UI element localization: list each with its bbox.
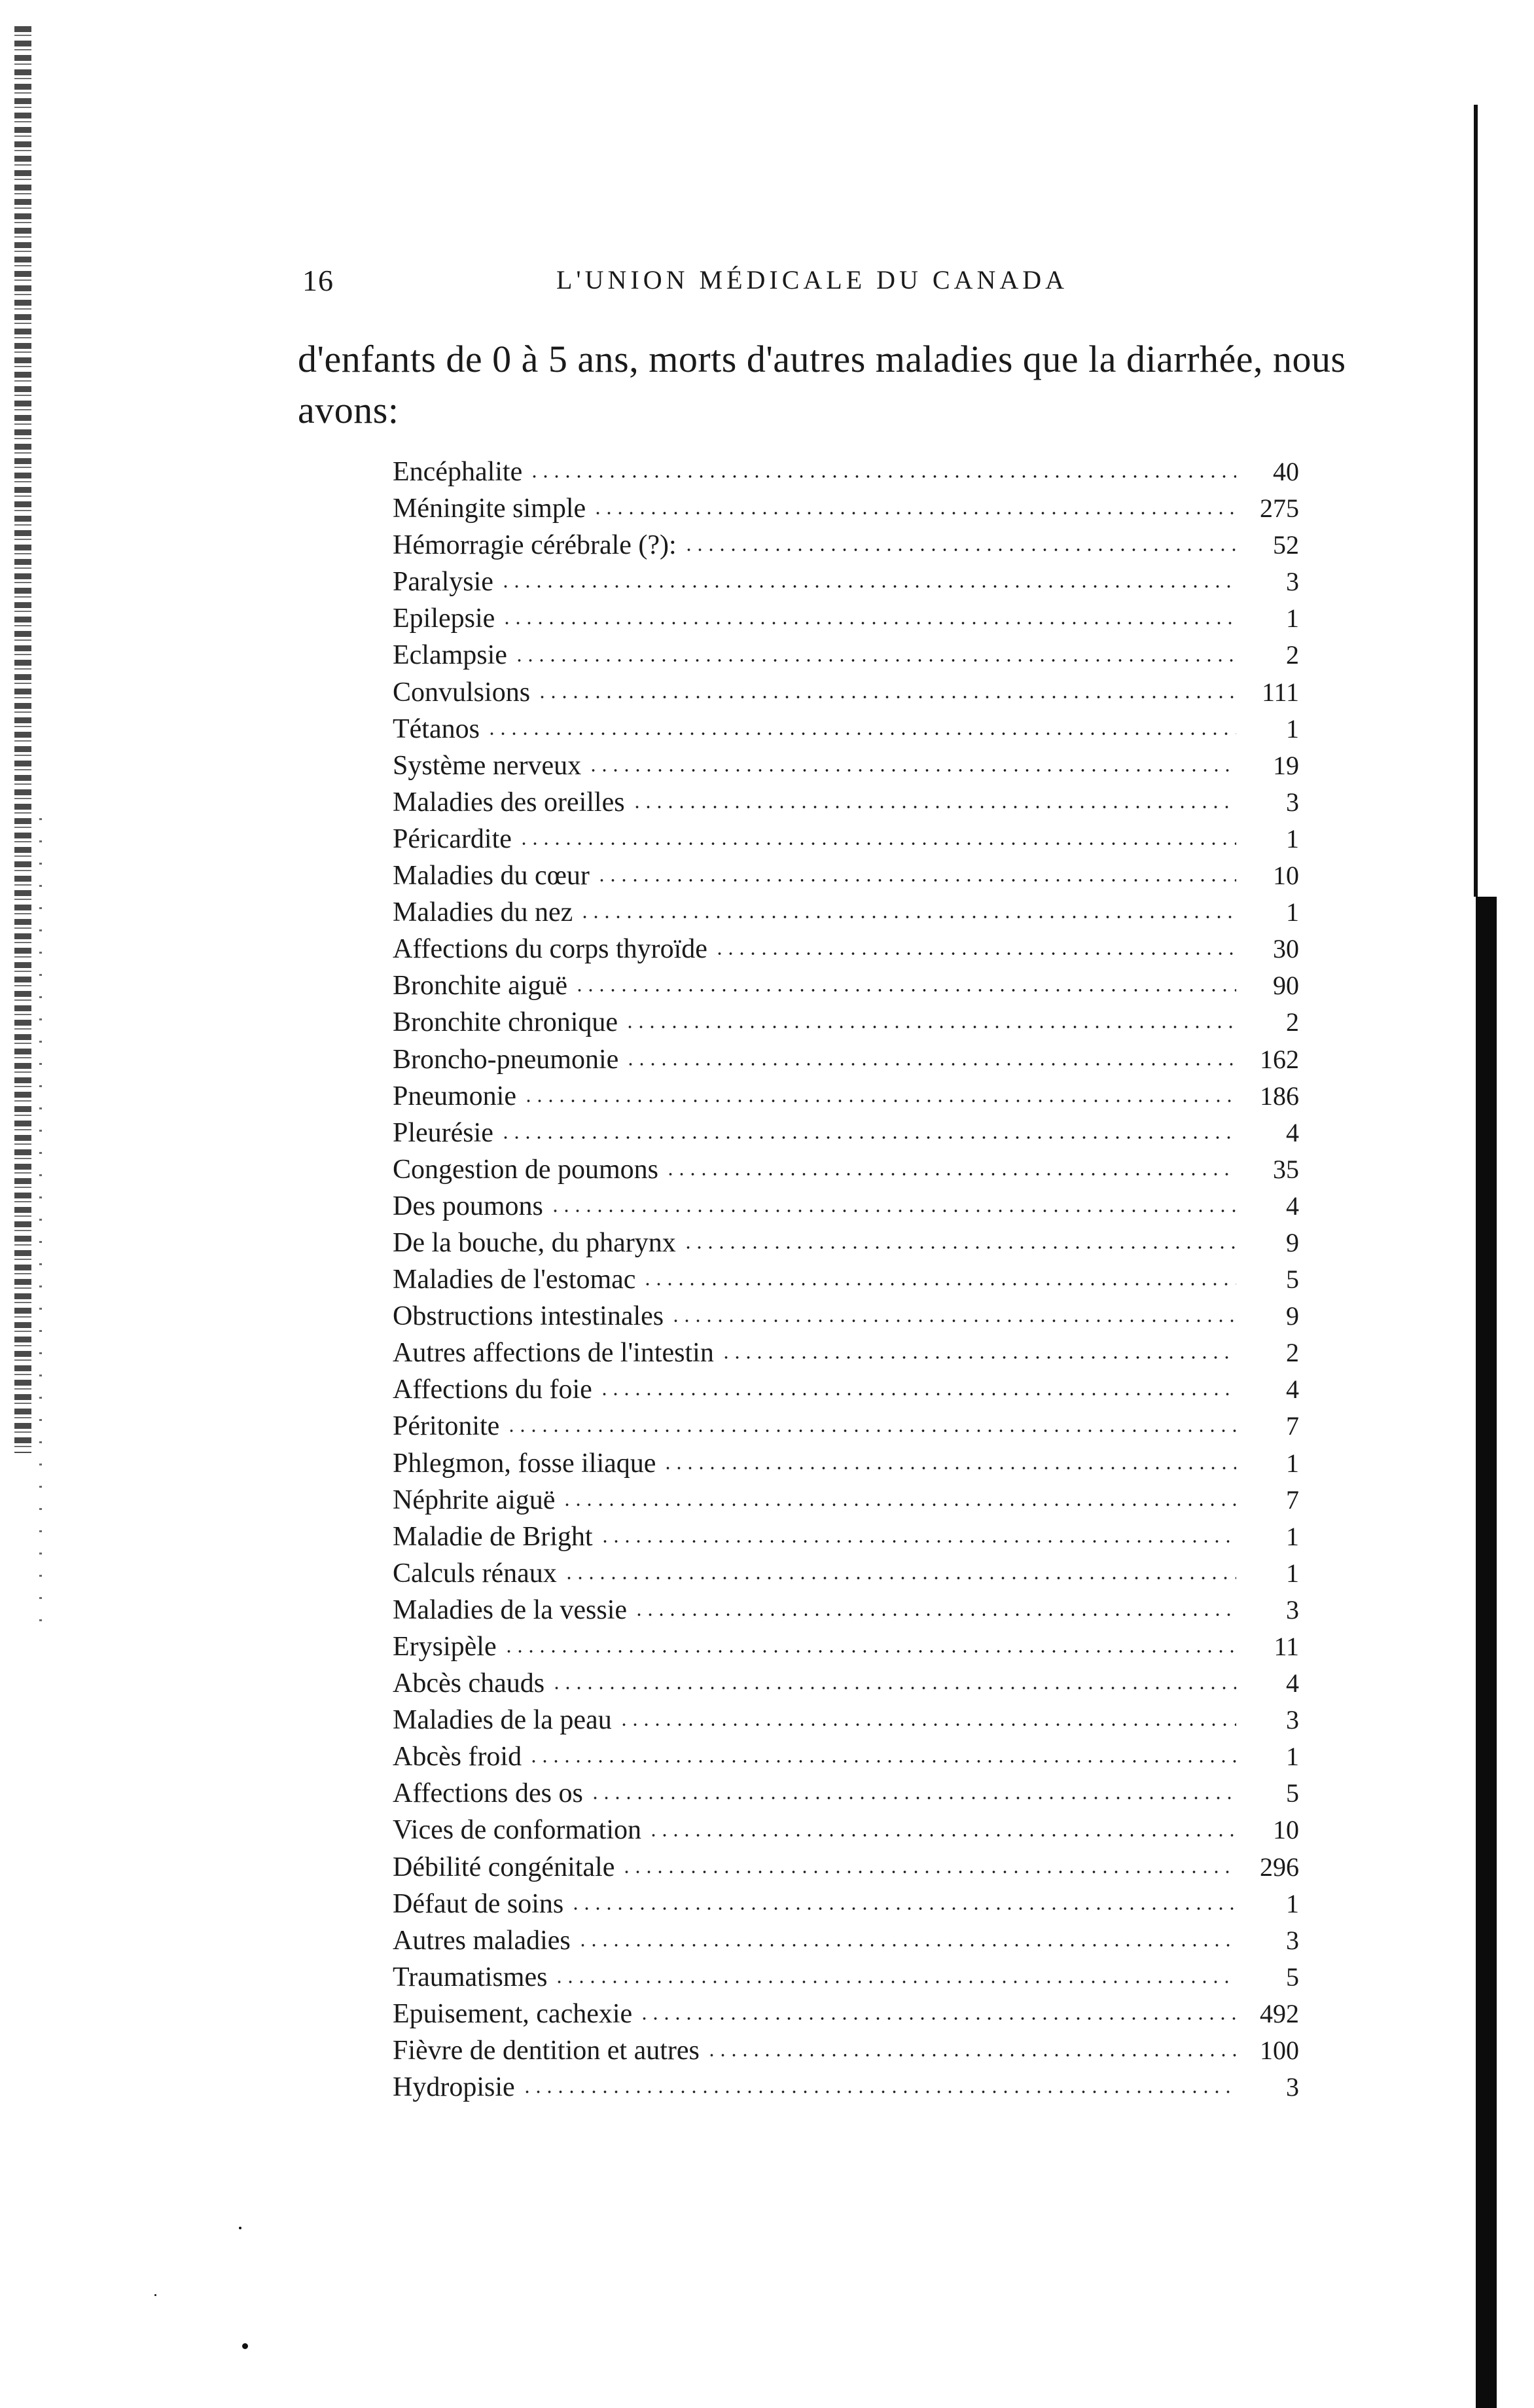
dot-leader — [503, 1649, 1236, 1653]
entry-count: 90 — [1273, 971, 1299, 1001]
scan-gutter-line — [1474, 105, 1478, 897]
dot-leader — [665, 1172, 1236, 1176]
entry-count: 2 — [1286, 640, 1299, 670]
entry-label: Affections des os — [393, 1778, 583, 1809]
list-item — [393, 2069, 1299, 2106]
entry-label: Fièvre de dentition et autres — [393, 2036, 700, 2066]
dot-leader — [522, 2090, 1236, 2094]
entry-label: Maladies de la peau — [393, 1705, 612, 1736]
entry-label: Maladies de l'estomac — [393, 1265, 636, 1295]
scan-edge-dots — [39, 818, 42, 1636]
dot-leader — [579, 915, 1236, 919]
list-item — [393, 784, 1299, 821]
list-item — [393, 1151, 1299, 1188]
entry-label: De la bouche, du pharynx — [393, 1227, 676, 1258]
dot-leader — [625, 1062, 1236, 1066]
entry-count: 1 — [1286, 1558, 1299, 1588]
list-item — [393, 821, 1299, 857]
entry-label: Convulsions — [393, 677, 531, 708]
list-item — [393, 1665, 1299, 1702]
dot-leader — [501, 621, 1236, 625]
list-item — [393, 1115, 1299, 1151]
list-item — [393, 527, 1299, 564]
dot-leader — [683, 1246, 1236, 1249]
dot-leader — [500, 584, 1236, 588]
entry-count: 1 — [1286, 603, 1299, 634]
list-item — [393, 1078, 1299, 1115]
list-item — [393, 1298, 1299, 1335]
entry-count: 3 — [1286, 787, 1299, 817]
dot-leader — [529, 475, 1236, 478]
list-item — [393, 490, 1299, 527]
scan-speck — [239, 2227, 241, 2229]
entry-label: Epuisement, cachexie — [393, 1998, 633, 2029]
mortality-list — [393, 454, 1299, 2106]
list-item — [393, 1886, 1299, 1922]
list-item — [393, 1922, 1299, 1959]
list-item — [393, 600, 1299, 637]
entry-count: 1 — [1286, 1521, 1299, 1551]
dot-leader — [639, 2017, 1236, 2021]
dot-leader — [721, 1356, 1236, 1359]
list-item — [393, 747, 1299, 784]
entry-label: Bronchite aiguë — [393, 971, 568, 1001]
dot-leader — [574, 988, 1236, 992]
dot-leader — [523, 1099, 1236, 1103]
dot-leader — [662, 1466, 1236, 1470]
list-item — [393, 1041, 1299, 1078]
entry-label: Autres affections de l'intestin — [393, 1338, 714, 1369]
entry-count: 5 — [1286, 1265, 1299, 1295]
entry-label: Péritonite — [393, 1411, 500, 1442]
entry-count: 162 — [1260, 1044, 1299, 1074]
entry-label: Péricardite — [393, 823, 512, 854]
entry-label: Affections du corps thyroïde — [393, 934, 707, 965]
entry-count: 1 — [1286, 897, 1299, 927]
entry-count: 9 — [1286, 1227, 1299, 1257]
entry-count: 19 — [1273, 750, 1299, 780]
dot-leader — [588, 768, 1236, 772]
entry-count: 275 — [1260, 494, 1299, 524]
entry-count: 3 — [1286, 567, 1299, 597]
entry-label: Maladie de Bright — [393, 1521, 593, 1552]
page-number: 16 — [302, 264, 334, 297]
dot-leader — [624, 1025, 1236, 1029]
entry-label: Maladies du cœur — [393, 861, 590, 891]
entry-label: Affections du foie — [393, 1375, 592, 1405]
dot-leader — [590, 1796, 1236, 1800]
entry-count: 5 — [1286, 1778, 1299, 1808]
list-item — [393, 454, 1299, 490]
list-item — [393, 564, 1299, 600]
scan-edge-artifact — [14, 26, 31, 1453]
dot-leader — [706, 2053, 1236, 2057]
list-item — [393, 711, 1299, 747]
entry-count: 4 — [1286, 1117, 1299, 1147]
list-item — [393, 1518, 1299, 1555]
scan-speck — [154, 2294, 156, 2296]
list-item — [393, 1371, 1299, 1408]
scan-speck — [242, 2343, 248, 2349]
dot-leader — [670, 1319, 1236, 1323]
entry-label: Défaut de soins — [393, 1888, 564, 1919]
dot-leader — [621, 1870, 1236, 1874]
entry-label: Débilité congénitale — [393, 1852, 615, 1882]
dot-leader — [592, 511, 1236, 515]
entry-count: 1 — [1286, 823, 1299, 854]
list-item — [393, 1959, 1299, 1996]
list-item — [393, 1738, 1299, 1775]
list-item — [393, 894, 1299, 931]
entry-count: 11 — [1274, 1632, 1299, 1661]
entry-label: Phlegmon, fosse iliaque — [393, 1448, 656, 1479]
entry-count: 1 — [1286, 713, 1299, 744]
dot-leader — [633, 1613, 1236, 1617]
entry-count: 186 — [1260, 1081, 1299, 1111]
list-item — [393, 1775, 1299, 1812]
entry-label: Abcès chauds — [393, 1668, 545, 1699]
dot-leader — [537, 695, 1236, 699]
list-item — [393, 637, 1299, 674]
dot-leader — [528, 1759, 1236, 1763]
entry-label: Epilepsie — [393, 603, 495, 634]
entry-label: Paralysie — [393, 567, 493, 598]
running-title: L'UNION MÉDICALE DU CANADA — [556, 265, 1069, 295]
entry-count: 10 — [1273, 1815, 1299, 1845]
list-item — [393, 967, 1299, 1004]
list-item — [393, 1225, 1299, 1261]
entry-count: 4 — [1286, 1191, 1299, 1221]
entry-count: 2 — [1286, 1338, 1299, 1368]
dot-leader — [550, 1209, 1236, 1213]
entry-label: Calculs rénaux — [393, 1558, 557, 1589]
entry-count: 492 — [1260, 1998, 1299, 2028]
list-item — [393, 1996, 1299, 2032]
entry-count: 4 — [1286, 1668, 1299, 1698]
entry-count: 52 — [1273, 530, 1299, 560]
list-item — [393, 1004, 1299, 1041]
entry-label: Congestion de poumons — [393, 1154, 658, 1185]
entry-count: 111 — [1261, 677, 1299, 707]
dot-leader — [554, 1980, 1236, 1984]
dot-leader — [486, 732, 1236, 736]
entry-count: 35 — [1273, 1154, 1299, 1184]
entry-count: 3 — [1286, 1594, 1299, 1625]
entry-label: Encéphalite — [393, 457, 523, 487]
list-item — [393, 1628, 1299, 1665]
list-item — [393, 1849, 1299, 1886]
entry-label: Autres maladies — [393, 1925, 571, 1956]
dot-leader — [570, 1907, 1236, 1911]
dot-leader — [714, 952, 1236, 956]
dot-leader — [632, 805, 1236, 809]
intro-paragraph: d'enfants de 0 à 5 ans, morts d'autres maladies que la diarrhée, nous avons: — [298, 338, 1346, 431]
entry-label: Maladies du nez — [393, 897, 573, 928]
list-item — [393, 1445, 1299, 1482]
dot-leader — [599, 1539, 1236, 1543]
entry-label: Vices de conformation — [393, 1815, 642, 1846]
list-item — [393, 1261, 1299, 1298]
dot-leader — [518, 842, 1236, 846]
entry-label: Tétanos — [393, 713, 480, 744]
list-item — [393, 2032, 1299, 2069]
entry-label: Erysipèle — [393, 1632, 497, 1662]
dot-leader — [683, 548, 1236, 552]
dot-leader — [618, 1723, 1236, 1727]
entry-label: Néphrite aiguë — [393, 1484, 556, 1515]
entry-count: 40 — [1273, 457, 1299, 486]
entry-count: 5 — [1286, 1962, 1299, 1992]
list-item — [393, 1702, 1299, 1738]
dot-leader — [551, 1686, 1236, 1690]
dot-leader — [514, 658, 1236, 662]
entry-label: Pleurésie — [393, 1117, 493, 1148]
entry-count: 3 — [1286, 2072, 1299, 2102]
dot-leader — [500, 1136, 1236, 1140]
list-item — [393, 1188, 1299, 1225]
entry-count: 7 — [1286, 1484, 1299, 1515]
entry-count: 1 — [1286, 1742, 1299, 1772]
list-item — [393, 1335, 1299, 1371]
entry-count: 4 — [1286, 1375, 1299, 1405]
list-item — [393, 1592, 1299, 1628]
entry-count: 100 — [1260, 2036, 1299, 2066]
dot-leader — [563, 1576, 1236, 1580]
entry-count: 9 — [1286, 1301, 1299, 1331]
entry-label: Maladies de la vessie — [393, 1594, 628, 1625]
entry-count: 7 — [1286, 1411, 1299, 1441]
entry-label: Traumatismes — [393, 1962, 548, 1992]
list-item — [393, 1482, 1299, 1518]
dot-leader — [562, 1503, 1236, 1507]
entry-count: 3 — [1286, 1705, 1299, 1735]
dot-leader — [506, 1429, 1236, 1433]
entry-label: Hémorragie cérébrale (?): — [393, 530, 677, 561]
entry-label: Maladies des oreilles — [393, 787, 625, 818]
entry-label: Bronchite chronique — [393, 1007, 618, 1038]
entry-label: Hydropisie — [393, 2072, 515, 2103]
entry-label: Abcès froid — [393, 1742, 522, 1772]
entry-label: Des poumons — [393, 1191, 543, 1221]
entry-count: 1 — [1286, 1448, 1299, 1478]
list-item — [393, 931, 1299, 967]
entry-count: 2 — [1286, 1007, 1299, 1037]
dot-leader — [596, 878, 1236, 882]
entry-label: Broncho-pneumonie — [393, 1044, 619, 1075]
list-item — [393, 1812, 1299, 1848]
dot-leader — [642, 1282, 1236, 1286]
entry-count: 10 — [1273, 861, 1299, 891]
entry-label: Obstructions intestinales — [393, 1301, 664, 1332]
entry-label: Pneumonie — [393, 1081, 516, 1111]
entry-count: 296 — [1260, 1852, 1299, 1882]
entry-label: Eclampsie — [393, 640, 507, 671]
entry-count: 3 — [1286, 1925, 1299, 1955]
dot-leader — [599, 1392, 1236, 1396]
dot-leader — [648, 1833, 1236, 1837]
list-item — [393, 1408, 1299, 1445]
list-item — [393, 674, 1299, 711]
dot-leader — [577, 1943, 1236, 1947]
scan-gutter-shadow — [1476, 897, 1497, 2408]
entry-label: Méningite simple — [393, 494, 586, 524]
entry-label: Système nerveux — [393, 750, 582, 781]
list-item — [393, 857, 1299, 894]
list-item — [393, 1555, 1299, 1592]
entry-count: 1 — [1286, 1888, 1299, 1918]
entry-count: 30 — [1273, 934, 1299, 964]
